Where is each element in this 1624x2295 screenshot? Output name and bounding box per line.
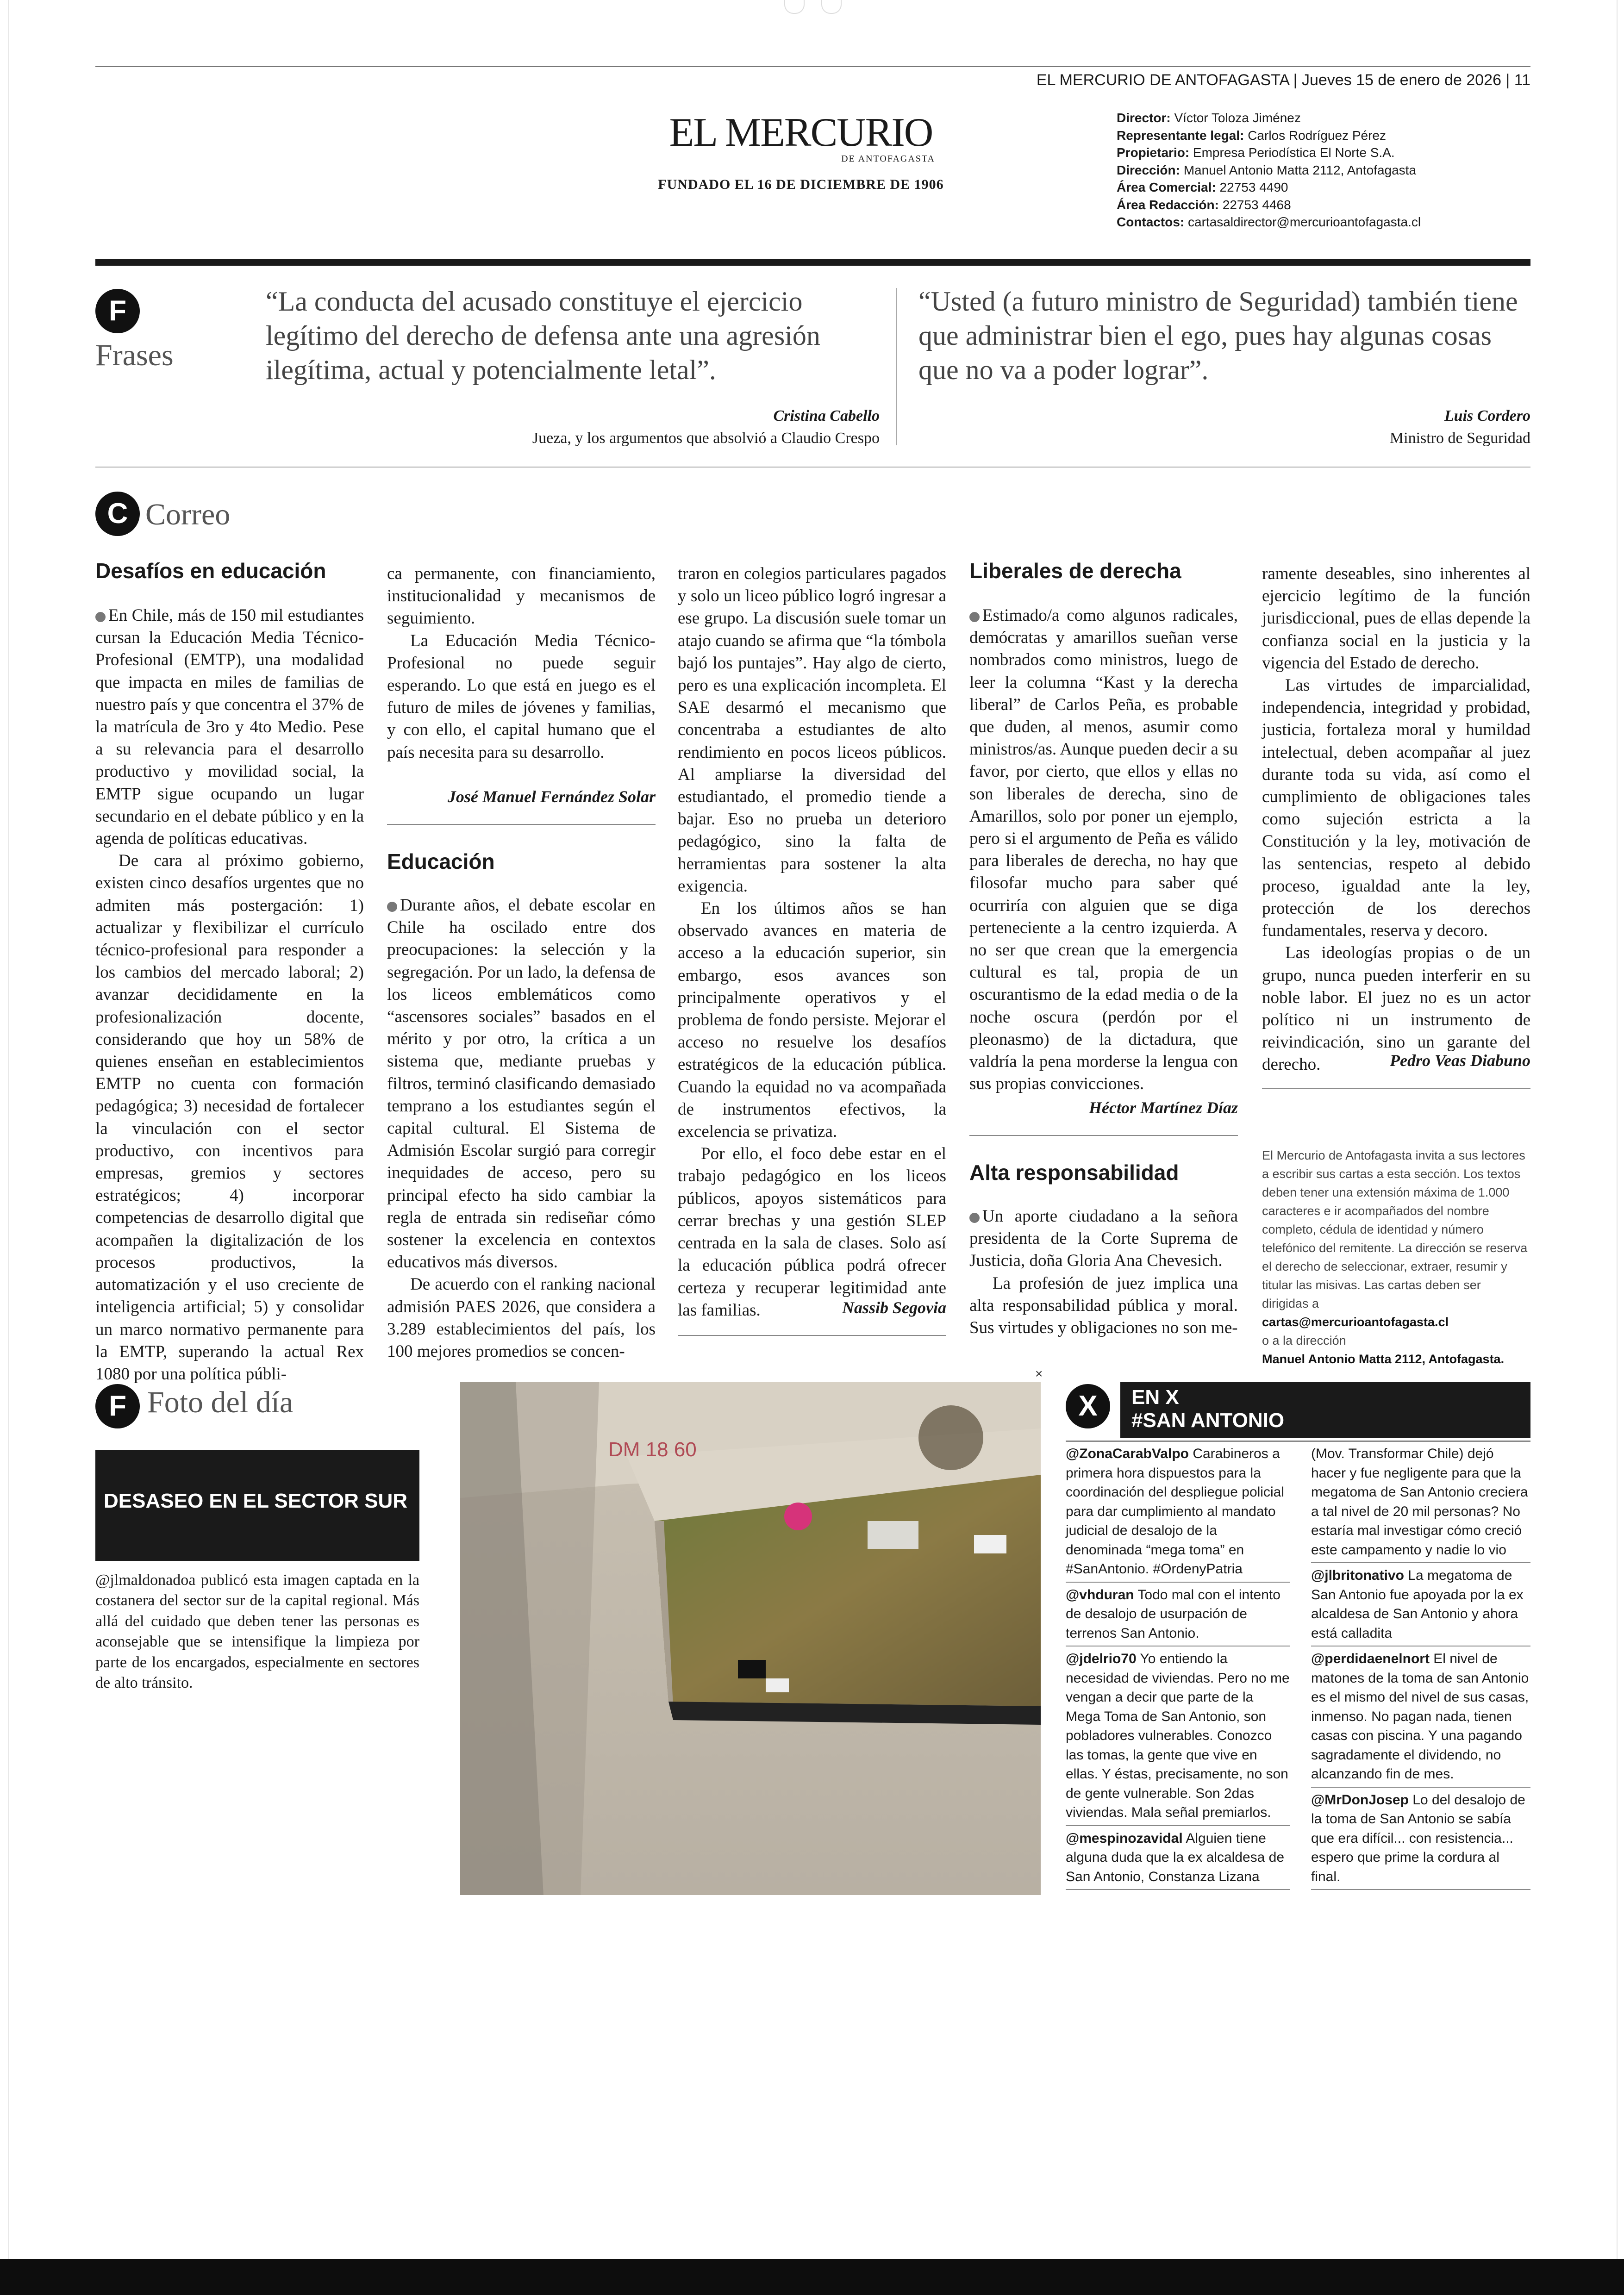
- credit-row: [1117, 213, 1533, 231]
- letter-3-signature: Héctor Martínez Díaz: [1088, 1098, 1238, 1117]
- quote-2-role: Ministro de Seguridad: [1389, 430, 1530, 447]
- letter-4-p2: La profesión de juez implica una alta responsabilidad pública y moral. Sus virtudes y obligaciones no son me-: [969, 1273, 1238, 1338]
- x-handle[interactable]: @vhduran: [1066, 1587, 1134, 1603]
- enx-feed-left: [1066, 1444, 1290, 1893]
- foto-image-illustration: [460, 1382, 1041, 1895]
- letter-4-end-rule: [1262, 1088, 1530, 1089]
- x-post-text: Carabineros a primera hora dispuestos para la coordinación del despliegue policial para dar cumplimiento al mandato judicial de desalojo de la denominada “mega toma” en #SanAntonio. #OrdenyPatria: [1066, 1446, 1284, 1577]
- bullet-icon: [95, 612, 106, 622]
- enx-feed-right: [1311, 1444, 1530, 1893]
- x-post-text: La megatoma de San Antonio fue apoyada por la ex alcaldesa de San Antonio y ahora está calladita: [1311, 1568, 1524, 1641]
- bottom-bar: [0, 2259, 1624, 2295]
- credit-label: Área Redacción:: [1117, 197, 1219, 212]
- letters-policy-text: El Mercurio de Antofagasta invita a sus lectores a escribir sus cartas a esta sección. Los textos deben tener una extensión máxima de 1.000 caracteres e ir acompañados del nombre completo, cédula de identidad y número telefónico del remitente. La dirección se reserva el derecho de seleccionar, extraer, resumir y titular las misivas. Las cartas deben ser dirigidas a: [1262, 1148, 1528, 1310]
- credit-row: [1117, 196, 1533, 214]
- foto-caption: @jlmaldonadoa publicó esta imagen captada en la costanera del sector sur de la capital regional. Más allá del cuidado que deben tener las personas es aconsejable que se intensifique la limpieza por parte de los encargados, especialmente en sectores de alto tránsito.: [95, 1572, 419, 1692]
- letter-4-heading: Alta responsabilidad: [969, 1160, 1179, 1185]
- letter-1-p1: En Chile, más de 150 mil estudiantes cursan la Educación Media Técnico-Profesional (EMTP), una modalidad que impacta en miles de familias de nuestro país y que concentra el 37% de la matrícula de 3ro y 4to Medio. Pese a su relevancia para el desarrollo productivo y movilidad social, la EMTP sigue ocupando un lugar secundario en el debate público y en la agenda de políticas educativas.: [95, 606, 364, 848]
- curb-marking: DM 18 60: [608, 1438, 697, 1461]
- letter-4-body: [969, 1205, 1238, 1339]
- letter-2-continued: [678, 563, 946, 1322]
- foto-banner: [95, 1450, 419, 1561]
- letter-1-body: [95, 605, 364, 1385]
- x-post: [1066, 1585, 1290, 1647]
- foto-badge: F: [95, 1384, 140, 1428]
- credit-value: cartasaldirector@mercurioantofagasta.cl: [1188, 215, 1421, 229]
- letters-address: Manuel Antonio Matta 2112, Antofagasta.: [1262, 1352, 1505, 1366]
- letter-1-heading: Desafíos en educación: [95, 559, 326, 583]
- enx-title-line1: EN X: [1131, 1386, 1179, 1409]
- credit-row: [1117, 162, 1533, 179]
- credit-value: 22753 4490: [1219, 180, 1288, 194]
- enx-title-line2: #SAN ANTONIO: [1131, 1409, 1285, 1432]
- x-handle[interactable]: @jdelrio70: [1066, 1651, 1137, 1666]
- x-handle[interactable]: @mespinozavidal: [1066, 1830, 1183, 1846]
- credit-label: Propietario:: [1117, 145, 1190, 160]
- credit-label: Área Comercial:: [1117, 180, 1216, 194]
- enx-top-rule: [1066, 1441, 1530, 1442]
- letter-4-p5: Las ideologías propias o de un grupo, nunca pueden interferir en su noble labor. El juez no es un actor político ni un instrumento de reivindicación, sino un garante del derecho.: [1262, 943, 1530, 1074]
- letter-1-signature: José Manuel Fernández Solar: [447, 787, 656, 806]
- letter-1-p4: La Educación Media Técnico-Profesional no puede seguir esperando. Lo que está en juego es el futuro de miles de jóvenes y familias, y con ello, el capital humano que el país necesita para su desarrollo.: [387, 631, 656, 762]
- credit-label: Contactos:: [1117, 215, 1185, 229]
- credit-value: Empresa Periodística El Norte S.A.: [1193, 145, 1395, 160]
- x-post: [1066, 1444, 1290, 1583]
- staff-credits: [1117, 109, 1533, 231]
- enx-badge: X: [1066, 1384, 1110, 1428]
- x-post-text: Alguien tiene alguna duda que la ex alcaldesa de San Antonio, Constanza Lizana: [1066, 1830, 1285, 1884]
- letter-2-p5: Por ello, el foco debe estar en el trabajo pedagógico en los liceos públicos, apoyos sistemáticos para cerrar brechas y una gestión SLEP centrada en la sala de clases. Solo así la educación pública podrá ofrecer certeza y recuperar legitimidad ante las familias.: [678, 1144, 946, 1320]
- letter-1-continued: [387, 563, 656, 764]
- x-post: [1311, 1649, 1530, 1788]
- foto-image[interactable]: [460, 1382, 1041, 1895]
- x-post: [1311, 1566, 1530, 1646]
- credit-row: [1117, 144, 1533, 162]
- quote-1-role: Jueza, y los argumentos que absolvió a Claudio Crespo: [532, 430, 880, 447]
- letters-or: o a la dirección: [1262, 1334, 1346, 1347]
- letter-2-p4: En los últimos años se han observado avances en materia de acceso a la educación superior, sin embargo, esos avances son principalmente operativos y el problema de fondo persiste. Mejorar el acceso no resuelve los desafíos estratégicos de la educación pública. Cuando la equidad no va acompañada de instrumentos efectivos, la excelencia se privatiza.: [678, 899, 946, 1141]
- x-post: [1066, 1829, 1290, 1890]
- x-handle[interactable]: @ZonaCarabValpo: [1066, 1446, 1189, 1461]
- photo-close-icon[interactable]: ×: [1035, 1366, 1043, 1381]
- letter-2-p3: traron en colegios particulares pagados y solo un liceo público logró ingresar a ese grupo. La discusión suele tomar un atajo cuando se afirma que “la tómbola bajó los puntajes”. Hay algo de cierto, pero es una explicación incompleta. El SAE desarmó el mecanismo que concentraba a estudiantes de alto rendimiento en pocos liceos públicos. Al ampliarse la diversidad del estudiantado, el promedio tiende a bajar. Eso no prueba un deterioro pedagógico, sino la falta de herramientas para sostener la alta exigencia.: [678, 564, 946, 896]
- credit-row: [1117, 109, 1533, 127]
- credit-value: Víctor Toloza Jiménez: [1174, 111, 1301, 125]
- letter-4-signature: Pedro Veas Diabuno: [1389, 1051, 1530, 1070]
- letter-2-end-rule: [678, 1335, 946, 1336]
- founded-line: FUNDADO EL 16 DE DICIEMBRE DE 1906: [658, 177, 944, 192]
- letter-2-heading: Educación: [387, 849, 495, 873]
- credit-label: Representante legal:: [1117, 128, 1244, 143]
- letter-4-p4: Las virtudes de imparcialidad, independencia, integridad y probidad, justicia, fortaleza moral y humildad intelectual, deben acompañar al juez durante toda su vida, así como el cumplimiento de obligaciones tales como sujeción estricta a la Constitución y la ley, motivación de las sentencias, respeto al debido proceso, igualdad ante la ley, protección de los derechos fundamentales, reserva y decoro.: [1262, 676, 1530, 941]
- letters-policy-note: [1262, 1146, 1530, 1368]
- credit-label: Dirección:: [1117, 162, 1180, 177]
- foto-title: Foto del día: [147, 1385, 294, 1419]
- x-post: [1311, 1790, 1530, 1890]
- letter-2-signature: Nassib Segovia: [842, 1298, 946, 1317]
- x-post: [1311, 1444, 1530, 1563]
- foto-banner-text: DESASEO EN EL SECTOR SUR: [104, 1490, 408, 1512]
- credit-value: Carlos Rodríguez Pérez: [1248, 128, 1387, 143]
- letter-4-p1: Un aporte ciudadano a la señora presidenta de la Corte Suprema de Justicia, doña Gloria Ana Chevesich.: [969, 1207, 1238, 1271]
- letter-2-body: [387, 894, 656, 1363]
- bullet-icon: [387, 902, 397, 912]
- masthead-subtitle: DE ANTOFAGASTA: [841, 154, 935, 164]
- quote-1-text: “La conducta del acusado constituye el ejercicio legítimo del derecho de defensa ante una agresión ilegítima, actual y potencialmente letal”.: [266, 286, 820, 385]
- quote-1-author: Cristina Cabello: [773, 407, 880, 424]
- letter-1-p3: ca permanente, con financiamiento, institucionalidad y mecanismos de seguimiento.: [387, 564, 656, 628]
- letter-4-continued: [1262, 563, 1530, 1076]
- bullet-icon: [969, 1213, 980, 1223]
- credit-value: 22753 4468: [1222, 197, 1291, 212]
- enx-banner: [1120, 1382, 1530, 1438]
- letter-1-p2: De cara al próximo gobierno, existen cinco desafíos urgentes que no admiten más postergación: 1) actualizar y flexibilizar el currículo técnico-profesional para responder a los cambios del mercado laboral; 2) avanzar decididamente en la profesionalización docente, considerando que hoy un 58% de quienes enseñan en establecimientos EMTP no cuenta con formación pedagógica; 3) necesidad de fortalecer la vinculación con el sector productivo, con incentivos para empresas, gremios y sectores estratégicos; 4) incorporar competencias de desarrollo digital que acompañen la digitalización de los procesos productivos, la automatización y el uso creciente de inteligencia artificial; 5) y consolidar un marco normativo permanente para la EMTP, superando la actual Rex 1080 por una política públi-: [95, 851, 364, 1384]
- x-post-text: Yo entiendo la necesidad de viviendas. Pero no me vengan a decir que parte de la Mega Toma de San Antonio, son pobladores vulnerables. Conozco las tomas, la gente que vive en ellas. Y éstas, precisamente, no son de gente vulnerable. Son 2das viviendas. Mala señal premiarlos.: [1066, 1651, 1290, 1820]
- correo-title: Correo: [145, 498, 231, 531]
- letter-3-p1: Estimado/a como algunos radicales, demócratas y amarillos sueñan verse nombrados como ministros, luego de leer la columna “Kast y la derecha liberal” de Carlos Peña, es probable que duden, al menos, asumir como ministros/as. Aunque pueden decir a su favor, por cierto, que ellos y ellas no son liberales de derecha, sino de Amarillos, solo por poner un ejemplo, pero si el argumento de Peña es válido para liberales de derecha, no hay que filosofar mucho para saber qué ocurriría con alguien que se diga perteneciente a la centro izquierda. A no ser que crean que la emergencia cultural es tal, propia de un oscurantismo de la edad media o de la noche oscura (perdón por el pleonasmo) de la dictadura, que valdría la pena morderse la lengua con sus propias convicciones.: [969, 606, 1238, 1094]
- letter-3-heading: Liberales de derecha: [969, 559, 1181, 583]
- frases-badge: F: [95, 289, 140, 333]
- correo-badge: C: [95, 492, 140, 536]
- x-handle[interactable]: @jlbritonativo: [1311, 1568, 1404, 1583]
- x-post-text: El nivel de matones de la toma de san Antonio es el mismo del nivel de sus casas, inmenso. No pagan nada, tienen casas con piscina. Y una pagando sagradamente el dividendo, no alcanzando fin de mes.: [1311, 1651, 1529, 1782]
- letter-2-p2: De acuerdo con el ranking nacional admisión PAES 2026, que considera a 3.289 establecimientos del país, los 100 mejores promedios se concen-: [387, 1275, 656, 1361]
- frases-title: Frases: [95, 338, 174, 372]
- letter-3-end-rule: [969, 1135, 1238, 1136]
- letter-1-end-rule: [387, 824, 656, 825]
- frases-bottom-rule: [95, 467, 1530, 468]
- frases-divider: [896, 288, 897, 445]
- credit-label: Director:: [1117, 111, 1171, 125]
- top-rule: [95, 66, 1530, 67]
- x-post: [1066, 1649, 1290, 1826]
- x-post-text: Todo mal con el intento de desalojo de usurpación de terrenos San Antonio.: [1066, 1587, 1280, 1641]
- quote-2-author: Luis Cordero: [1444, 407, 1530, 424]
- header-thick-rule: [95, 259, 1530, 266]
- x-handle[interactable]: @perdidaenelnort: [1311, 1651, 1430, 1666]
- credit-row: [1117, 127, 1533, 144]
- quote-2-text: “Usted (a futuro ministro de Seguridad) también tiene que administrar bien el ego, pues hay algunas cosas que no va a poder lograr”.: [918, 286, 1518, 385]
- x-post-text: (Mov. Transformar Chile) dejó hacer y fue negligente para que la megatoma de San Antonio creciera a tal nivel de 20 mil personas? No estaría mal investigar cómo creció este campamento y nadie lo vio: [1311, 1446, 1528, 1558]
- credit-value: Manuel Antonio Matta 2112, Antofagasta: [1183, 162, 1417, 177]
- x-handle[interactable]: @MrDonJosep: [1311, 1792, 1409, 1808]
- credit-row: [1117, 179, 1533, 196]
- letter-3-body: [969, 605, 1238, 1095]
- letters-email[interactable]: cartas@mercurioantofagasta.cl: [1262, 1315, 1449, 1329]
- letter-2-p1: Durante años, el debate escolar en Chile ha oscilado entre dos preocupaciones: la selección y la segregación. Por un lado, la defensa de los liceos emblemáticos como “ascensores sociales” basados en el mérito y por otro, la crítica a un sistema que, mediante pruebas y filtros, terminó clasificando demasiado temprano a los estudiantes según el capital cultural. El Sistema de Admisión Escolar surgió para corregir inequidades de acceso, pero su principal efecto ha sido cambiar la regla de entrada sin rediseñar cómo sostener la excelencia en contextos educativos más diversos.: [387, 896, 656, 1272]
- folio: EL MERCURIO DE ANTOFAGASTA | Jueves 15 de enero de 2026 | 11: [1036, 71, 1530, 89]
- letter-4-p3: ramente deseables, sino inherentes al ejercicio legítimo de la función jurisdiccional, pues de ellas depende la confianza social en la justicia y la vigencia del Estado de derecho.: [1262, 564, 1530, 673]
- bullet-icon: [969, 612, 980, 622]
- masthead: EL MERCURIO: [669, 110, 933, 155]
- x-post-text: Lo del desalojo de la toma de San Antonio se sabía que era difícil... con resistencia... espero que prime la cordura al final.: [1311, 1792, 1525, 1884]
